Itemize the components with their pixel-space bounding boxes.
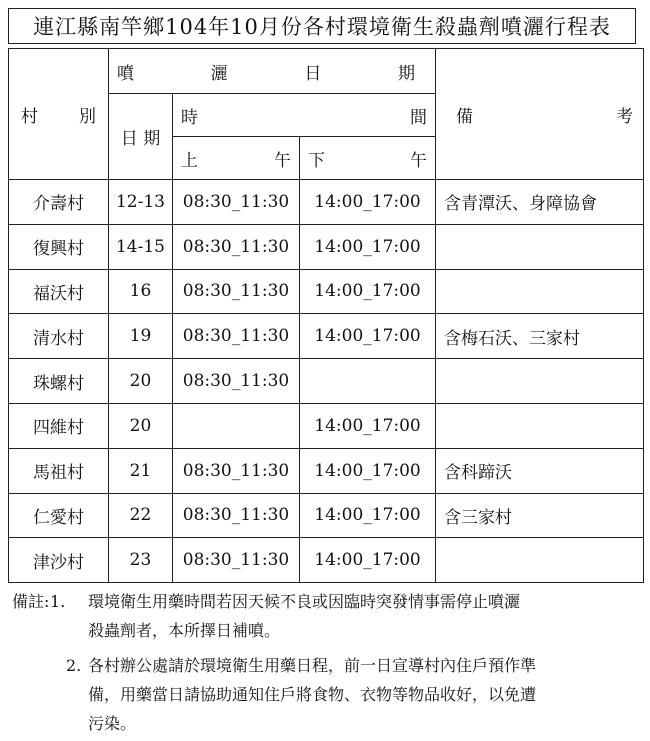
header-spray-date: 噴 灑 日 期 <box>109 49 436 94</box>
cell-village: 津沙村 <box>9 538 109 583</box>
notes-label: 備註: <box>12 592 50 611</box>
cell-date: 12-13 <box>109 180 173 225</box>
table-row <box>9 493 644 538</box>
header-village: 村 別 <box>9 49 109 180</box>
cell-am: 08:30_11:30 <box>173 180 300 225</box>
page-title <box>8 8 636 44</box>
cell-remark <box>436 403 644 448</box>
cell-remark <box>436 359 644 404</box>
table-row <box>9 269 644 314</box>
note-line: 污染。 <box>88 714 137 733</box>
cell-date: 21 <box>109 448 173 493</box>
cell-village: 仁愛村 <box>9 493 109 538</box>
cell-remark: 含三家村 <box>436 493 644 538</box>
note-line: 備，用藥當日請協助通知住戶將食物、衣物等物品收好，以免遭 <box>88 685 537 704</box>
cell-pm: 14:00_17:00 <box>300 448 436 493</box>
header-date: 日 期 <box>109 94 173 180</box>
cell-date: 14-15 <box>109 224 173 269</box>
cell-am: 08:30_11:30 <box>173 538 300 583</box>
cell-pm: 14:00_17:00 <box>300 314 436 359</box>
cell-pm: 14:00_17:00 <box>300 180 436 225</box>
cell-village: 四維村 <box>9 403 109 448</box>
cell-remark <box>436 538 644 583</box>
cell-date: 22 <box>109 493 173 538</box>
table-row <box>9 314 644 359</box>
cell-pm: 14:00_17:00 <box>300 538 436 583</box>
note-line: 殺蟲劑者，本所擇日補噴。 <box>88 621 281 640</box>
header-time: 時 間 <box>173 94 436 137</box>
cell-am: 08:30_11:30 <box>173 314 300 359</box>
header-pm: 下 午 <box>300 137 436 180</box>
title-text: 連江縣南竿鄉104年10月份各村環境衛生殺蟲劑噴灑行程表 <box>33 15 611 39</box>
table-row <box>9 180 644 225</box>
table-row <box>9 448 644 493</box>
note-line: 環境衛生用藥時間若因天候不良或因臨時突發情事需停止噴灑 <box>88 592 521 611</box>
cell-am: 08:30_11:30 <box>173 448 300 493</box>
schedule-table <box>8 48 644 583</box>
header-am: 上 午 <box>173 137 300 180</box>
table-row <box>9 403 644 448</box>
table-row <box>9 224 644 269</box>
cell-am <box>173 403 300 448</box>
cell-am: 08:30_11:30 <box>173 269 300 314</box>
cell-date: 20 <box>109 359 173 404</box>
cell-remark <box>436 224 644 269</box>
cell-pm: 14:00_17:00 <box>300 269 436 314</box>
cell-am: 08:30_11:30 <box>173 224 300 269</box>
cell-village: 福沃村 <box>9 269 109 314</box>
cell-pm: 14:00_17:00 <box>300 403 436 448</box>
cell-pm: 14:00_17:00 <box>300 493 436 538</box>
cell-date: 19 <box>109 314 173 359</box>
cell-remark: 含梅石沃、三家村 <box>436 314 644 359</box>
cell-pm: 14:00_17:00 <box>300 224 436 269</box>
cell-remark: 含科蹄沃 <box>436 448 644 493</box>
table-row <box>9 359 644 404</box>
cell-village: 珠螺村 <box>9 359 109 404</box>
cell-village: 介壽村 <box>9 180 109 225</box>
cell-village: 復興村 <box>9 224 109 269</box>
cell-pm <box>300 359 436 404</box>
note-number: 1. <box>50 592 66 611</box>
cell-remark <box>436 269 644 314</box>
table-row <box>9 538 644 583</box>
cell-date: 20 <box>109 403 173 448</box>
cell-date: 23 <box>109 538 173 583</box>
cell-am: 08:30_11:30 <box>173 493 300 538</box>
note-line: 各村辦公處請於環境衛生用藥日程，前一日宣導村內住戶預作準 <box>88 656 537 675</box>
cell-village: 馬祖村 <box>9 448 109 493</box>
note-number: 2. <box>66 656 82 675</box>
cell-village: 清水村 <box>9 314 109 359</box>
header-remarks: 備 考 <box>436 49 644 180</box>
cell-remark: 含青潭沃、身障協會 <box>436 180 644 225</box>
cell-date: 16 <box>109 269 173 314</box>
cell-am: 08:30_11:30 <box>173 359 300 404</box>
